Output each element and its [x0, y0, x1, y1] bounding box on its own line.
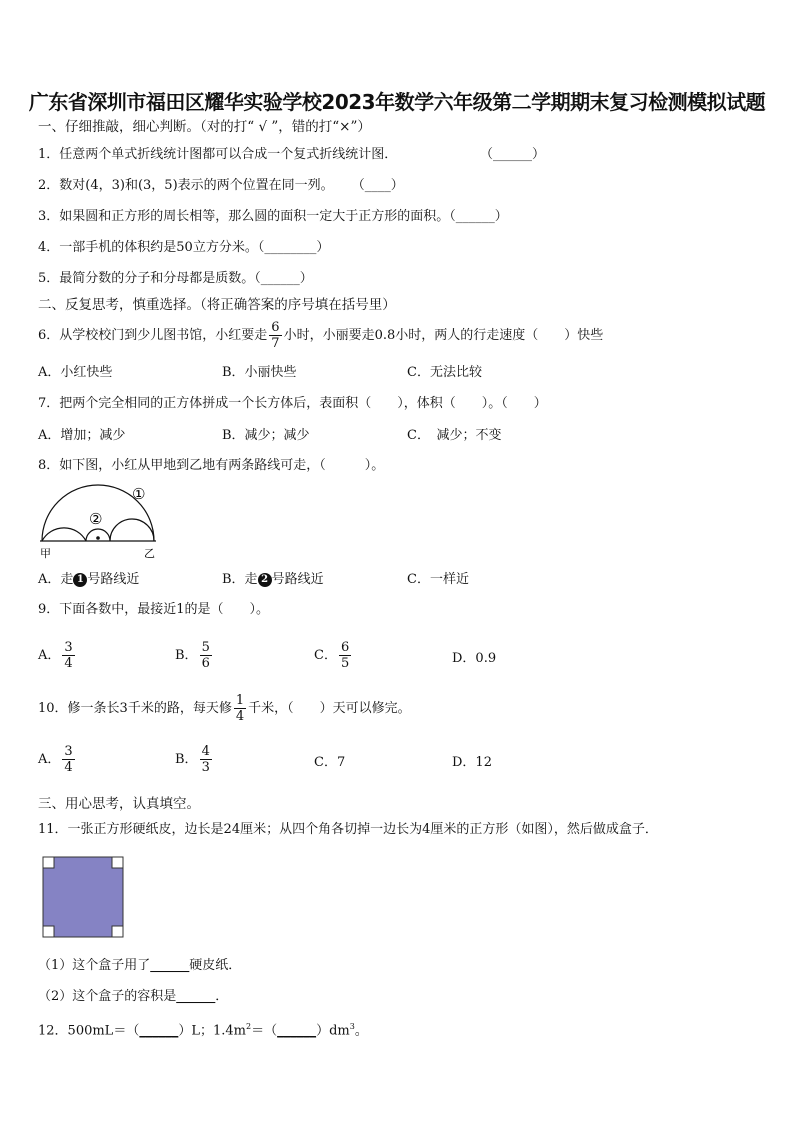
- fraction-denominator: 4: [235, 709, 245, 724]
- option-fraction: [200, 640, 212, 671]
- option-label: B．走: [222, 572, 258, 587]
- part-2-text-end: ．: [215, 989, 229, 1004]
- fraction-denominator: 3: [201, 760, 210, 775]
- question-7-option-a[interactable]: A．增加；减少: [38, 428, 126, 443]
- option-label: A．走: [38, 572, 74, 587]
- question-2-text: 2．数对(4，3)和(3，5)表示的两个位置在同一列。: [38, 178, 334, 193]
- question-3: [38, 208, 508, 226]
- question-6-option-c[interactable]: C．无法比较: [407, 365, 482, 380]
- question-1: [38, 146, 397, 164]
- question-8-option-c[interactable]: C．一样近: [407, 572, 469, 587]
- question-10-fraction: [234, 693, 246, 724]
- route-2-arc-left: [42, 528, 86, 541]
- fraction-numerator: 6: [271, 320, 280, 335]
- question-4-answer-blank[interactable]: （________）: [257, 240, 330, 255]
- corner-cut-bottom-left: [43, 926, 54, 937]
- question-2: [38, 177, 404, 195]
- option-fraction: [200, 744, 212, 775]
- question-5-text: 5．最简分数的分子和分母都是质数。: [38, 271, 255, 286]
- section-2-heading: 二、反复思考，慎重选择。（将正确答案的序号填在括号里）: [38, 297, 396, 313]
- question-8-option-a[interactable]: [38, 571, 139, 589]
- question-10-option-c[interactable]: C．7: [314, 755, 346, 770]
- route-2-arc-right: [110, 519, 154, 541]
- question-4: [38, 239, 329, 257]
- question-9-option-c[interactable]: [314, 640, 353, 671]
- cardboard-square-figure: [42, 856, 124, 938]
- question-1-text: 1．任意两个单式折线统计图都可以合成一个复式折线统计图．: [38, 147, 398, 162]
- fraction-numerator: 4: [201, 744, 210, 759]
- question-12-blank-1[interactable]: ______: [139, 1023, 179, 1039]
- option-label: B．: [175, 648, 198, 663]
- question-3-text: 3．如果圆和正方形的周长相等，那么圆的面积一定大于正方形的面积。: [38, 209, 450, 224]
- corner-cut-top-right: [112, 857, 123, 868]
- part-1-text-end: 硬皮纸．: [189, 958, 242, 973]
- question-6-text-end: 小时，小丽要走0.8小时，两人的行走速度（ ）快些: [283, 328, 604, 343]
- question-12-text: ）dm: [316, 1023, 350, 1039]
- end-point-label: 乙: [144, 547, 155, 560]
- part-1-text: （1）这个盒子用了: [38, 958, 151, 973]
- question-5: [38, 270, 313, 288]
- question-11-part-2: [38, 988, 228, 1006]
- question-11: 11．一张正方形硬纸皮，边长是24厘米；从四个角各切掉一边长为4厘米的正方形（如图），然后做成盒子．: [38, 822, 658, 837]
- question-6-text-start: 6．从学校校门到少儿图书馆，小红要走: [38, 328, 268, 343]
- question-10-text-end: 千米，（ ）天可以修完。: [248, 701, 411, 716]
- question-6-option-b[interactable]: B．小丽快些: [222, 365, 297, 380]
- fraction-denominator: 6: [201, 656, 210, 671]
- question-10-option-d[interactable]: D．12: [452, 755, 492, 770]
- option-label: A．: [38, 752, 61, 767]
- start-point-label: 甲: [40, 547, 51, 560]
- question-5-answer-blank[interactable]: （______）: [254, 271, 313, 286]
- question-6-fraction: [269, 320, 281, 351]
- exponent: 2: [245, 1022, 252, 1031]
- question-4-text: 4．一部手机的体积约是50立方分米。: [38, 240, 258, 255]
- question-7-option-b[interactable]: B．减少；减少: [222, 428, 310, 443]
- question-8: 8．如下图，小红从甲地到乙地有两条路线可走，（ ）。: [38, 458, 385, 473]
- part-2-answer-blank[interactable]: ______: [176, 989, 216, 1004]
- option-fraction: [339, 640, 351, 671]
- option-text: 号路线近: [271, 572, 324, 587]
- cardboard-square: [43, 857, 123, 937]
- question-9-option-b[interactable]: [175, 640, 214, 671]
- center-dot: [96, 536, 100, 540]
- fraction-numerator: 1: [235, 693, 245, 708]
- question-9-option-d[interactable]: D．0.9: [452, 651, 497, 666]
- question-12-text: 12．500mL＝（: [38, 1023, 140, 1039]
- question-7: 7．把两个完全相同的正方体拼成一个长方体后，表面积（ ），体积（ ）。（ ）: [38, 396, 547, 411]
- question-10-option-b[interactable]: [175, 744, 214, 775]
- question-6: [38, 319, 603, 353]
- question-2-answer-blank[interactable]: （____）: [351, 178, 404, 193]
- fraction-denominator: 4: [64, 760, 73, 775]
- question-12-text: 。: [354, 1023, 368, 1039]
- exponent: 3: [349, 1022, 355, 1031]
- route-diagram: [36, 478, 166, 562]
- route-2-circled-number: 2: [258, 573, 272, 587]
- corner-cut-bottom-right: [112, 926, 123, 937]
- option-fraction: [62, 640, 74, 671]
- page-title: 广东省深圳市福田区耀华实验学校2023年数学六年级第二学期期末复习检测模拟试题: [28, 90, 766, 114]
- part-2-text: （2）这个盒子的容积是: [38, 989, 177, 1004]
- question-12-text: ）L；1.4m: [178, 1023, 246, 1039]
- fraction-numerator: 3: [64, 640, 73, 655]
- option-label: A．: [38, 648, 61, 663]
- question-12-text: ＝（: [251, 1023, 278, 1039]
- part-1-answer-blank[interactable]: ______: [150, 958, 190, 973]
- fraction-numerator: 6: [340, 640, 350, 655]
- route-2-label: ②: [89, 510, 103, 528]
- corner-cut-top-left: [43, 857, 54, 868]
- fraction-denominator: 4: [64, 656, 73, 671]
- question-9-option-a[interactable]: [38, 640, 77, 671]
- option-label: B．: [175, 752, 198, 767]
- question-7-option-c[interactable]: C． 减少；不变: [407, 428, 502, 443]
- question-10: [38, 692, 411, 726]
- question-10-option-a[interactable]: [38, 744, 77, 775]
- question-3-answer-blank[interactable]: （______）: [449, 209, 508, 224]
- section-3-heading: 三、用心思考，认真填空。: [38, 796, 200, 812]
- option-label: C．: [314, 648, 337, 663]
- question-12-blank-2[interactable]: ______: [277, 1023, 317, 1039]
- question-6-option-a[interactable]: A．小红快些: [38, 365, 113, 380]
- question-10-text-start: 10．修一条长3千米的路，每天修: [38, 701, 232, 716]
- question-1-answer-blank[interactable]: （______）: [480, 147, 546, 162]
- fraction-numerator: 5: [201, 640, 210, 655]
- question-8-option-b[interactable]: [222, 571, 324, 589]
- question-12: [38, 1018, 368, 1040]
- route-1-label: ①: [132, 485, 146, 503]
- option-text: 号路线近: [87, 572, 140, 587]
- section-1-heading: 一、仔细推敲，细心判断。（对的打“ √ ”，错的打“×”）: [38, 119, 371, 135]
- question-9: 9．下面各数中，最接近1的是（ ）。: [38, 602, 270, 617]
- route-1-circled-number: 1: [73, 573, 87, 587]
- fraction-denominator: 7: [271, 336, 280, 351]
- question-11-part-1: [38, 957, 241, 975]
- option-fraction: [62, 744, 74, 775]
- fraction-numerator: 3: [64, 744, 73, 759]
- fraction-denominator: 5: [340, 656, 350, 671]
